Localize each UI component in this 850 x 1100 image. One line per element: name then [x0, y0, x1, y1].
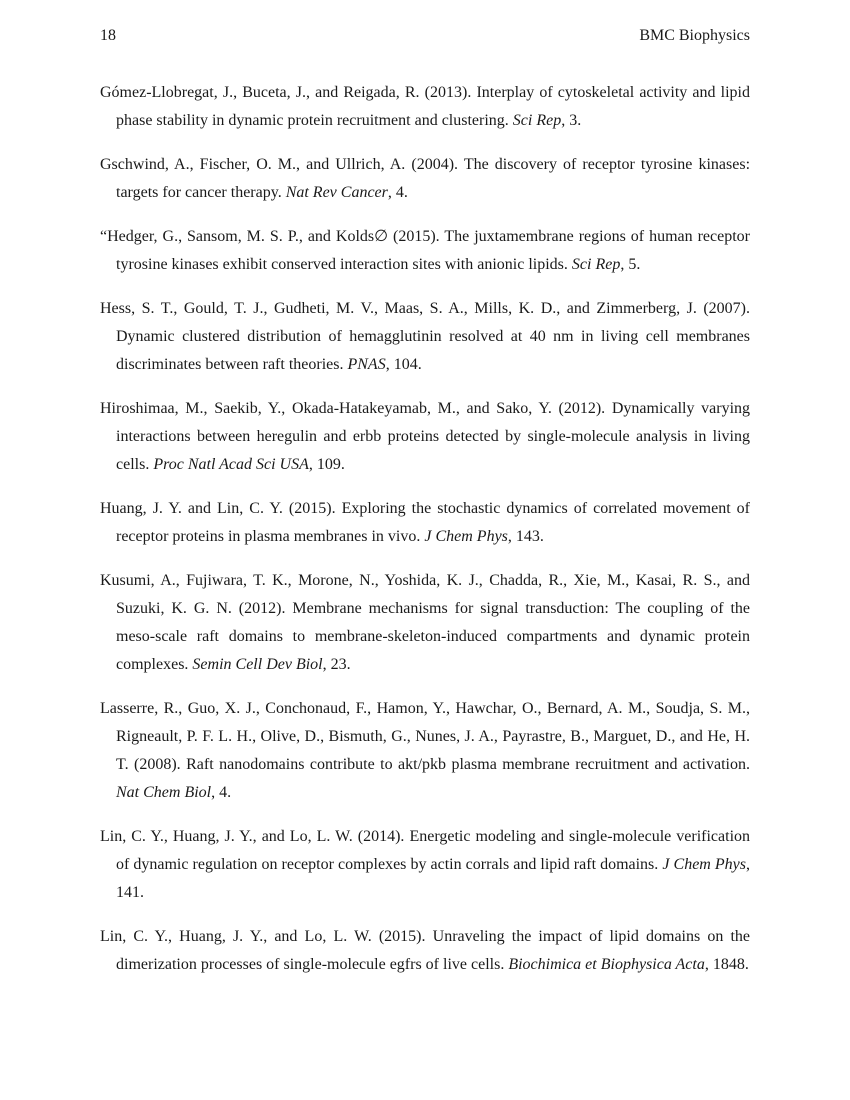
reference-entry [100, 567, 750, 679]
reference-authors: “Hedger, G., Sansom, M. S. P., and Kolds∅ (2015). [100, 228, 440, 245]
reference-title: Dynamically varying interactions between heregulin and erbb proteins detected by single-molecule analysis in living cells. [116, 400, 751, 473]
reference-entry [100, 923, 750, 979]
reference-entry [100, 823, 750, 907]
page-number: 18 [100, 27, 116, 44]
reference-venue: Nat Chem Biol [116, 784, 212, 801]
reference-title: Interplay of cytoskeletal activity and lipid phase stability in dynamic protein recruitment and clustering. [116, 84, 750, 129]
reference-authors: Lin, C. Y., Huang, J. Y., and Lo, L. W. (2015). [100, 928, 426, 945]
reference-title: Energetic modeling and single-molecule verification of dynamic regulation on receptor complexes by actin corrals and lipid raft domains. [116, 828, 751, 873]
reference-title: Raft nanodomains contribute to akt/pkb plasma membrane recruitment and activation. [186, 756, 750, 773]
reference-venue: J Chem Phys [662, 856, 747, 873]
reference-volume: , 5. [620, 256, 641, 273]
reference-entry [100, 395, 750, 479]
reference-title: The discovery of receptor tyrosine kinases: targets for cancer therapy. [116, 156, 751, 201]
reference-title: The juxtamembrane regions of human receptor tyrosine kinases exhibit conserved interaction sites with anionic lipids. [116, 228, 750, 273]
reference-title: Exploring the stochastic dynamics of correlated movement of receptor proteins in plasma membranes in vivo. [116, 500, 751, 545]
reference-entry [100, 695, 750, 807]
reference-venue: Proc Natl Acad Sci USA [153, 456, 309, 473]
reference-authors: Huang, J. Y. and Lin, C. Y. (2015). [100, 500, 336, 517]
running-header [100, 26, 750, 46]
reference-volume: , 4. [211, 784, 232, 801]
reference-list [100, 79, 750, 995]
reference-entry [100, 151, 750, 207]
reference-title: Unraveling the impact of lipid domains on the dimerization processes of single-molecule egfrs of live cells. [116, 928, 751, 973]
reference-volume: , 3. [561, 112, 582, 129]
reference-entry [100, 295, 750, 379]
reference-volume: , 23. [322, 656, 351, 673]
reference-title: Membrane mechanisms for signal transduction: The coupling of the meso-scale raft domains to membrane-skeleton-induced compartments and dynamic protein complexes. [116, 600, 751, 673]
reference-authors: Hess, S. T., Gould, T. J., Gudheti, M. V., Maas, S. A., Mills, K. D., and Zimmerberg, J. (2007). [100, 300, 750, 317]
reference-title: Dynamic clustered distribution of hemagglutinin resolved at 40 nm in living cell membranes discriminates between raft theories. [116, 328, 750, 373]
reference-volume: , 109. [308, 456, 345, 473]
reference-venue: Sci Rep [512, 112, 562, 129]
reference-volume: , 104. [385, 356, 422, 373]
reference-venue: Nat Rev Cancer [285, 184, 388, 201]
reference-volume: , 4. [387, 184, 408, 201]
reference-authors: Gómez-Llobregat, J., Buceta, J., and Reigada, R. (2013). [100, 84, 472, 101]
reference-venue: PNAS [347, 356, 386, 373]
reference-venue: Sci Rep [571, 256, 621, 273]
reference-entry [100, 223, 750, 279]
reference-volume: , 141. [116, 856, 751, 901]
reference-authors: Lasserre, R., Guo, X. J., Conchonaud, F., Hamon, Y., Hawchar, O., Bernard, A. M., Soudja, S. M., Rigneault, P. F. L. H., Olive, D., Bismuth, G., Nunes, J. A., Payrastre, B., Marguet, D., and He, H. T. (2008). [100, 700, 750, 773]
reference-entry [100, 495, 750, 551]
journal-name: BMC Biophysics [639, 27, 750, 44]
reference-authors: Lin, C. Y., Huang, J. Y., and Lo, L. W. (2014). [100, 828, 405, 845]
reference-authors: Hiroshimaa, M., Saekib, Y., Okada-Hatakeyamab, M., and Sako, Y. (2012). [100, 400, 606, 417]
reference-entry [100, 79, 750, 135]
reference-authors: Gschwind, A., Fischer, O. M., and Ullrich, A. (2004). [100, 156, 459, 173]
reference-venue: Biochimica et Biophysica Acta [508, 956, 705, 973]
reference-volume: , 1848. [704, 956, 749, 973]
reference-authors: Kusumi, A., Fujiwara, T. K., Morone, N., Yoshida, K. J., Chadda, R., Xie, M., Kasai, R. S., and Suzuki, K. G. N. (2012). [100, 572, 750, 617]
reference-volume: , 143. [507, 528, 544, 545]
reference-venue: Semin Cell Dev Biol [192, 656, 323, 673]
reference-venue: J Chem Phys [424, 528, 508, 545]
